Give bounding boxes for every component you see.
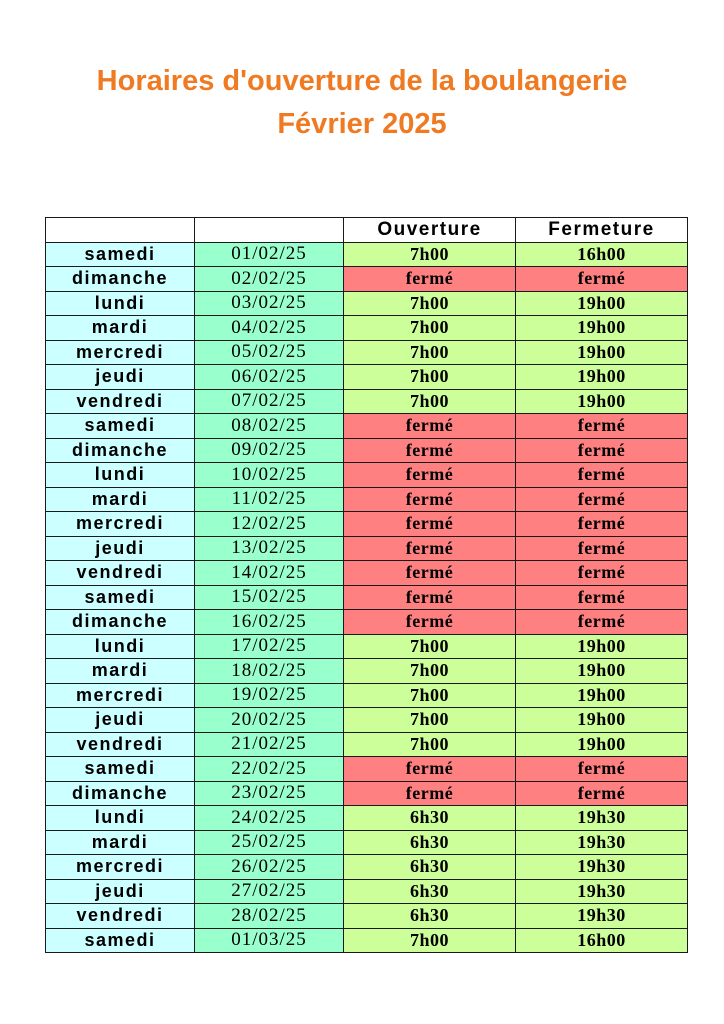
opening-time-cell: 7h00 (344, 365, 516, 390)
table-row (46, 242, 688, 267)
table-row (46, 708, 688, 733)
day-cell: vendredi (46, 904, 195, 929)
day-cell: mercredi (46, 512, 195, 537)
closing-time-cell: 19h00 (516, 732, 688, 757)
closing-time-cell: fermé (516, 610, 688, 635)
day-cell: lundi (46, 806, 195, 831)
table-row (46, 659, 688, 684)
closing-time-cell: 19h00 (516, 365, 688, 390)
opening-time-cell: 6h30 (344, 830, 516, 855)
day-cell: samedi (46, 242, 195, 267)
table-body (46, 242, 688, 953)
table-row (46, 561, 688, 586)
day-cell: jeudi (46, 708, 195, 733)
table-row (46, 291, 688, 316)
closing-time-cell: 19h00 (516, 708, 688, 733)
opening-time-cell: fermé (344, 512, 516, 537)
closing-time-cell: 19h30 (516, 855, 688, 880)
date-cell: 23/02/25 (195, 781, 344, 806)
table-row (46, 414, 688, 439)
day-cell: mardi (46, 487, 195, 512)
date-cell: 18/02/25 (195, 659, 344, 684)
date-cell: 14/02/25 (195, 561, 344, 586)
closing-time-cell: 19h00 (516, 389, 688, 414)
day-cell: jeudi (46, 536, 195, 561)
opening-time-cell: 7h00 (344, 291, 516, 316)
date-cell: 06/02/25 (195, 365, 344, 390)
opening-time-cell: 6h30 (344, 806, 516, 831)
day-cell: mardi (46, 830, 195, 855)
closing-time-cell: 16h00 (516, 928, 688, 953)
day-cell: samedi (46, 928, 195, 953)
day-cell: jeudi (46, 365, 195, 390)
opening-time-cell: fermé (344, 757, 516, 782)
date-cell: 13/02/25 (195, 536, 344, 561)
date-cell: 28/02/25 (195, 904, 344, 929)
table-row (46, 928, 688, 953)
table-row (46, 438, 688, 463)
opening-time-cell: 7h00 (344, 659, 516, 684)
day-cell: mercredi (46, 340, 195, 365)
date-cell: 08/02/25 (195, 414, 344, 439)
day-cell: dimanche (46, 438, 195, 463)
closing-time-cell: fermé (516, 487, 688, 512)
day-cell: dimanche (46, 267, 195, 292)
table-row (46, 512, 688, 537)
opening-time-cell: 7h00 (344, 634, 516, 659)
closing-time-cell: fermé (516, 757, 688, 782)
opening-time-cell: 6h30 (344, 855, 516, 880)
date-cell: 27/02/25 (195, 879, 344, 904)
closing-time-cell: 19h30 (516, 830, 688, 855)
opening-time-cell: fermé (344, 414, 516, 439)
table-row (46, 806, 688, 831)
closing-time-cell: 19h30 (516, 904, 688, 929)
closing-time-cell: fermé (516, 585, 688, 610)
closing-time-cell: 19h30 (516, 806, 688, 831)
closing-time-cell: 19h00 (516, 316, 688, 341)
day-cell: dimanche (46, 781, 195, 806)
closing-time-cell: fermé (516, 267, 688, 292)
closing-time-cell: 19h00 (516, 683, 688, 708)
day-cell: lundi (46, 463, 195, 488)
table-row (46, 267, 688, 292)
table-row (46, 904, 688, 929)
table-row (46, 340, 688, 365)
opening-time-cell: 7h00 (344, 732, 516, 757)
date-cell: 05/02/25 (195, 340, 344, 365)
table-row (46, 389, 688, 414)
header-closing: Fermeture (516, 218, 688, 243)
date-cell: 01/02/25 (195, 242, 344, 267)
closing-time-cell: fermé (516, 463, 688, 488)
date-cell: 20/02/25 (195, 708, 344, 733)
date-cell: 11/02/25 (195, 487, 344, 512)
closing-time-cell: fermé (516, 536, 688, 561)
table-row (46, 855, 688, 880)
day-cell: vendredi (46, 389, 195, 414)
table-row (46, 610, 688, 635)
date-cell: 22/02/25 (195, 757, 344, 782)
table-row (46, 732, 688, 757)
closing-time-cell: fermé (516, 438, 688, 463)
date-cell: 19/02/25 (195, 683, 344, 708)
day-cell: mercredi (46, 855, 195, 880)
opening-time-cell: fermé (344, 610, 516, 635)
table-row (46, 536, 688, 561)
date-cell: 17/02/25 (195, 634, 344, 659)
closing-time-cell: 19h00 (516, 340, 688, 365)
header-day (46, 218, 195, 243)
day-cell: samedi (46, 757, 195, 782)
closing-time-cell: 19h00 (516, 291, 688, 316)
date-cell: 07/02/25 (195, 389, 344, 414)
opening-time-cell: fermé (344, 585, 516, 610)
closing-time-cell: fermé (516, 781, 688, 806)
day-cell: mardi (46, 316, 195, 341)
schedule-table (45, 217, 688, 953)
opening-time-cell: 6h30 (344, 904, 516, 929)
date-cell: 16/02/25 (195, 610, 344, 635)
date-cell: 03/02/25 (195, 291, 344, 316)
day-cell: jeudi (46, 879, 195, 904)
table-row (46, 316, 688, 341)
opening-time-cell: fermé (344, 463, 516, 488)
opening-time-cell: fermé (344, 487, 516, 512)
day-cell: dimanche (46, 610, 195, 635)
table-row (46, 487, 688, 512)
date-cell: 01/03/25 (195, 928, 344, 953)
table-row (46, 585, 688, 610)
date-cell: 02/02/25 (195, 267, 344, 292)
opening-time-cell: fermé (344, 781, 516, 806)
closing-time-cell: 16h00 (516, 242, 688, 267)
date-cell: 24/02/25 (195, 806, 344, 831)
page-title: Horaires d'ouverture de la boulangerie (96, 65, 628, 97)
table-header-row (46, 218, 688, 243)
opening-time-cell: 7h00 (344, 683, 516, 708)
date-cell: 25/02/25 (195, 830, 344, 855)
header-date (195, 218, 344, 243)
closing-time-cell: 19h30 (516, 879, 688, 904)
opening-time-cell: 7h00 (344, 389, 516, 414)
opening-time-cell: 7h00 (344, 708, 516, 733)
closing-time-cell: fermé (516, 414, 688, 439)
table-row (46, 365, 688, 390)
day-cell: samedi (46, 585, 195, 610)
date-cell: 12/02/25 (195, 512, 344, 537)
date-cell: 09/02/25 (195, 438, 344, 463)
table-row (46, 781, 688, 806)
table-row (46, 879, 688, 904)
closing-time-cell: fermé (516, 512, 688, 537)
day-cell: vendredi (46, 561, 195, 586)
opening-time-cell: 7h00 (344, 316, 516, 341)
page-subtitle: Février 2025 (277, 108, 447, 140)
table-row (46, 757, 688, 782)
opening-time-cell: 7h00 (344, 242, 516, 267)
date-cell: 26/02/25 (195, 855, 344, 880)
date-cell: 15/02/25 (195, 585, 344, 610)
table-row (46, 463, 688, 488)
day-cell: mardi (46, 659, 195, 684)
date-cell: 10/02/25 (195, 463, 344, 488)
opening-time-cell: fermé (344, 536, 516, 561)
opening-time-cell: 6h30 (344, 879, 516, 904)
day-cell: lundi (46, 634, 195, 659)
day-cell: samedi (46, 414, 195, 439)
table-row (46, 683, 688, 708)
closing-time-cell: fermé (516, 561, 688, 586)
date-cell: 21/02/25 (195, 732, 344, 757)
opening-time-cell: 7h00 (344, 340, 516, 365)
day-cell: vendredi (46, 732, 195, 757)
table-row (46, 830, 688, 855)
opening-time-cell: fermé (344, 561, 516, 586)
opening-time-cell: fermé (344, 267, 516, 292)
day-cell: lundi (46, 291, 195, 316)
closing-time-cell: 19h00 (516, 634, 688, 659)
date-cell: 04/02/25 (195, 316, 344, 341)
header-opening: Ouverture (344, 218, 516, 243)
opening-time-cell: fermé (344, 438, 516, 463)
table-row (46, 634, 688, 659)
day-cell: mercredi (46, 683, 195, 708)
opening-time-cell: 7h00 (344, 928, 516, 953)
closing-time-cell: 19h00 (516, 659, 688, 684)
